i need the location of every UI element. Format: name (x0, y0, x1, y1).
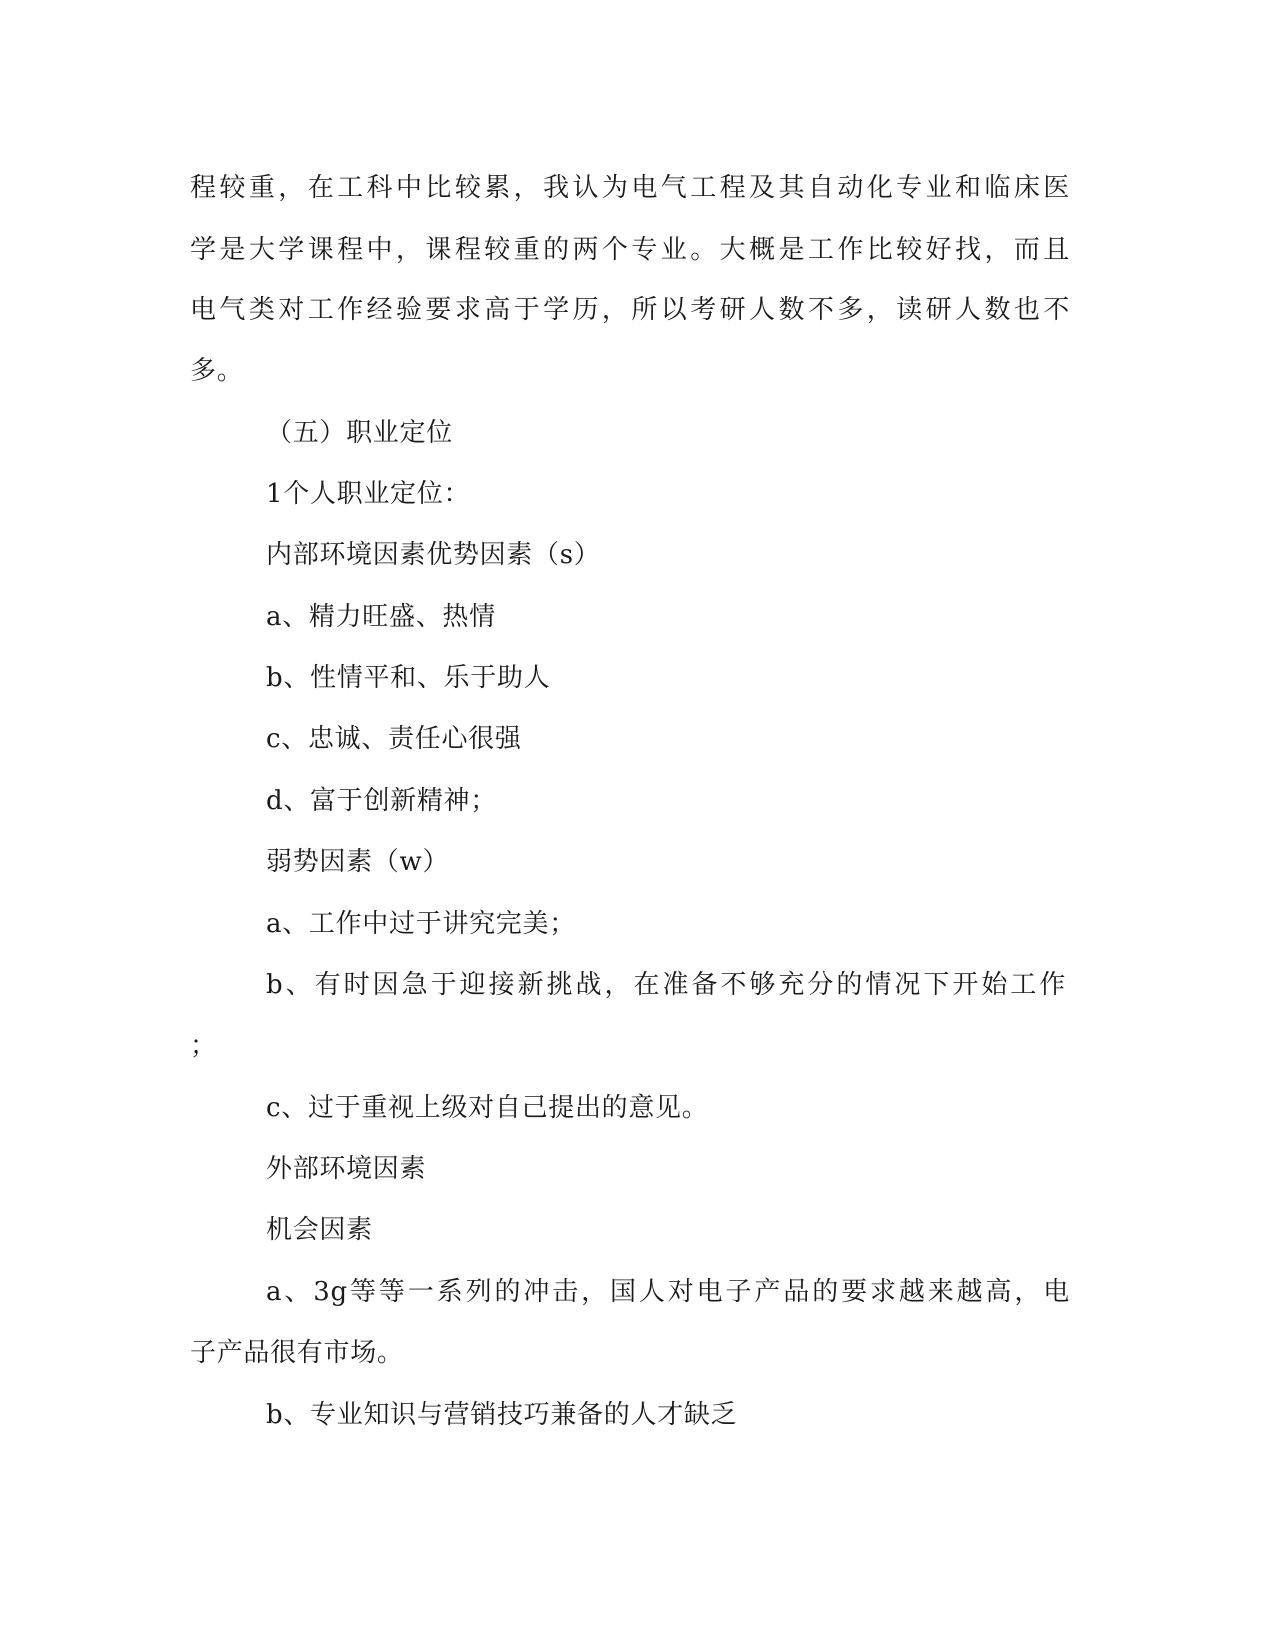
list-item: a、精力旺盛、热情 (266, 602, 496, 632)
paragraph-line: 学是大学课程中，课程较重的两个专业。大概是工作比较好找，而且 (190, 235, 1070, 265)
paragraph-line: 程较重，在工科中比较累，我认为电气工程及其自动化专业和临床医 (190, 173, 1070, 203)
paragraph-line: 电气类对工作经验要求高于学历，所以考研人数不多，读研人数也不 (190, 295, 1070, 325)
list-item-continuation: ； (190, 1031, 217, 1061)
list-item: d、富于创新精神； (266, 786, 497, 816)
section-heading: （五）职业定位 (266, 418, 453, 448)
list-item: a、工作中过于讲究完美； (266, 909, 576, 939)
list-item: c、忠诚、责任心很强 (266, 724, 522, 754)
paragraph-line: 多。 (190, 356, 244, 386)
list-item: c、过于重视上级对自己提出的意见。 (266, 1093, 709, 1123)
paragraph-line: 机会因素 (266, 1215, 373, 1245)
list-item-continuation: 子产品很有市场。 (190, 1338, 404, 1368)
list-item: a、3g等等一系列的冲击，国人对电子产品的要求越来越高，电 (266, 1277, 1070, 1307)
list-item: b、性情平和、乐于助人 (266, 663, 551, 693)
subsection-heading: 1个人职业定位： (266, 479, 471, 509)
list-item: b、有时因急于迎接新挑战，在准备不够充分的情况下开始工作 (266, 970, 1066, 1000)
paragraph-line: 外部环境因素 (266, 1154, 427, 1184)
paragraph-line: 内部环境因素优势因素（s） (266, 540, 601, 570)
paragraph-line: 弱势因素（w） (266, 847, 450, 877)
list-item: b、专业知识与营销技巧兼备的人才缺乏 (266, 1400, 738, 1430)
